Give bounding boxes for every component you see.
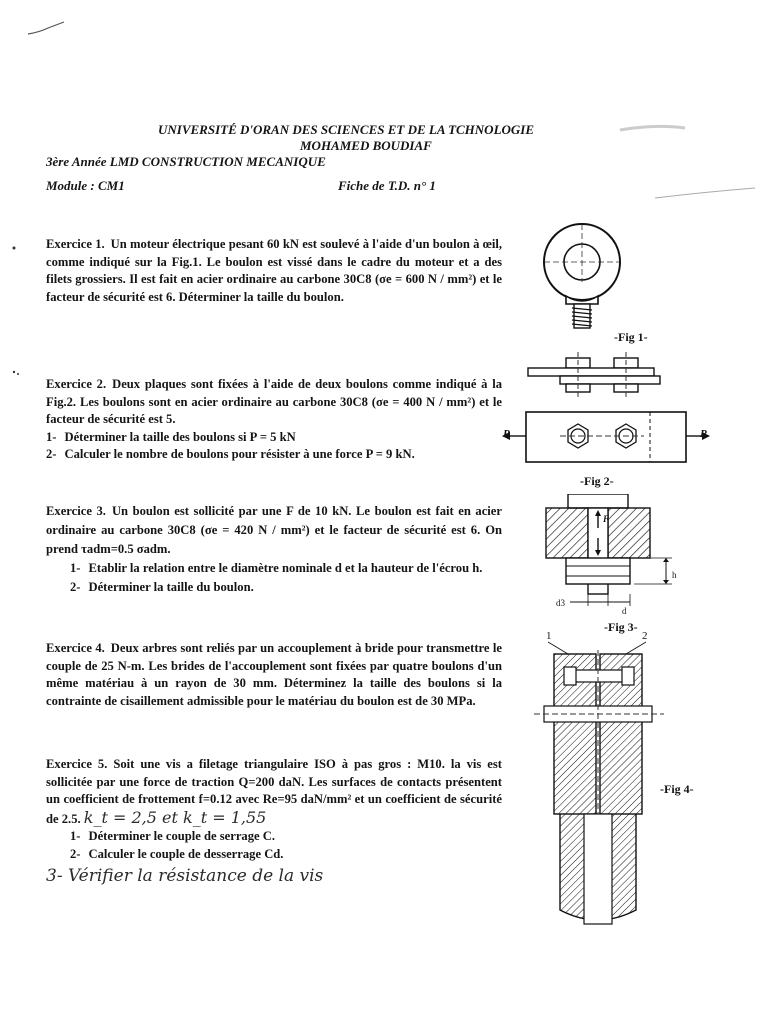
question-text: Vérifier la résistance de la vis [67, 865, 324, 886]
handwritten-note: k_t = 2,5 et k_t = 1,55 [83, 807, 267, 827]
exercise-text: Soit une vis a filetage triangulaire ISO à pas gros : M10. la vis est sollicitée par une force de traction Q=200 daN. Les surfaces de contacts présentent un coefficient de frottement f=0.12 avec Re=95 daN/mm² et un coefficient de sécurité de 2.5. [46, 757, 502, 826]
question-number: 1- [70, 561, 81, 575]
question-item [46, 446, 502, 464]
question-item [46, 846, 502, 864]
question-number: 2- [70, 580, 81, 594]
question-item [46, 828, 502, 846]
figure-4-flange-coupling [534, 640, 664, 940]
fig3-h-label: h [672, 570, 677, 580]
question-number: 1- [46, 429, 57, 444]
fig2-load-right: P [700, 428, 707, 440]
nut [566, 558, 630, 584]
plate-plan-view [526, 412, 686, 462]
figure-1-eye-bolt [540, 222, 630, 332]
exercise-label: Exercice 2. [46, 377, 107, 391]
handwritten-question [46, 865, 502, 886]
sheet-number: Fiche de T.D. n° 1 [338, 178, 436, 193]
coupling-bolt [574, 670, 624, 682]
exercise-label: Exercice 1. [46, 237, 105, 251]
exercise-4 [46, 640, 502, 710]
question-number: 3- [46, 865, 63, 886]
question-text: Calculer le nombre de boulons pour résister à une force P = 9 kN. [64, 447, 415, 462]
upper-plate [528, 368, 654, 376]
course-year: 3ère Année LMD CONSTRUCTION MECANIQUE [46, 154, 326, 169]
question-number: 2- [46, 447, 57, 462]
question-item [46, 429, 502, 447]
exercise-3 [46, 502, 502, 597]
fig4-part-1: 1 [546, 630, 552, 642]
exercise-text: Deux plaques sont fixées à l'aide de deux boulons comme indiqué à la Fig.2. Les boulons sont en acier ordinaire au carbone 30C8 (σe = 400 N / mm²) et le facteur de sécurité est 5. [46, 377, 502, 427]
exercise-1 [46, 236, 502, 306]
clamped-part-right [608, 508, 650, 558]
scan-mark [8, 240, 20, 380]
fig3-force-label: F [603, 514, 610, 524]
question-number: 2- [70, 846, 81, 861]
university-title: UNIVERSITÉ D'ORAN DES SCIENCES ET DE LA TCHNOLOGIE [158, 122, 535, 137]
figure-3-caption: -Fig 3- [604, 620, 638, 634]
figure-2-caption: -Fig 2- [580, 474, 614, 488]
question-item [46, 578, 502, 597]
figure-2-bolted-plates [500, 352, 712, 472]
scan-mark [26, 20, 66, 40]
exercise-label: Exercice 5. [46, 757, 108, 771]
module-name: Module : CM1 [46, 178, 125, 193]
university-subtitle: MOHAMED BOUDIAF [300, 138, 432, 153]
figure-4-caption: -Fig 4- [660, 782, 694, 796]
lower-plate [560, 376, 660, 384]
exercise-text: Un boulon est sollicité par une F de 10 kN. Le boulon est fait en acier ordinaire au carbone 30C8 (σe = 420 N / mm²) et le facteur de sécurité est 6. On prend τadm=0.5 σadm. [46, 504, 502, 556]
question-text: Déterminer la taille du boulon. [88, 580, 254, 594]
question-number: 1- [70, 829, 81, 844]
exercise-label: Exercice 3. [46, 504, 106, 518]
fig3-d-label: d [622, 606, 627, 616]
question-text: Etablir la relation entre le diamètre nominale d et la hauteur de l'écrou h. [88, 561, 483, 575]
question-text: Déterminer le couple de serrage C. [88, 829, 276, 844]
exercise-5 [46, 756, 502, 885]
fig3-d3-label: d3 [556, 598, 565, 608]
bolt-head [568, 494, 628, 508]
figure-1-caption: -Fig 1- [614, 330, 648, 344]
scan-mark [615, 118, 765, 208]
exercise-text: Un moteur électrique pesant 60 kN est soulevé à l'aide d'un boulon à œil, comme indiqué sur la Fig.1. Le boulon est vissé dans le cadre du moteur et a des filets grossiers. Il est fait en acier ordinaire au carbone 30C8 (σe = 600 N / mm²) et le facteur de sécurité est 6. Déterminer la taille du boulon. [46, 237, 502, 304]
exercise-text: Deux arbres sont reliés par un accouplement à bride pour transmettre le couple de 25 N-m. Les brides de l'accouplement sont fixées par quatre boulons d'un même matériau à un rayon de 30 mm. Déterminez la taille des boulons si la contrainte de cisaillement admissible pour le matériau du boulon est de 30 MPa. [46, 641, 502, 708]
question-text: Calculer le couple de desserrage Cd. [88, 846, 284, 861]
exercise-2 [46, 376, 502, 464]
fig4-part-2: 2 [642, 630, 648, 642]
exercise-label: Exercice 4. [46, 641, 105, 655]
clamped-part-left [546, 508, 588, 558]
figure-3-bolt-section [540, 494, 690, 614]
question-item [46, 559, 502, 578]
fig2-load-left: P [503, 428, 510, 440]
question-text: Déterminer la taille des boulons si P = 5 kN [64, 429, 296, 444]
